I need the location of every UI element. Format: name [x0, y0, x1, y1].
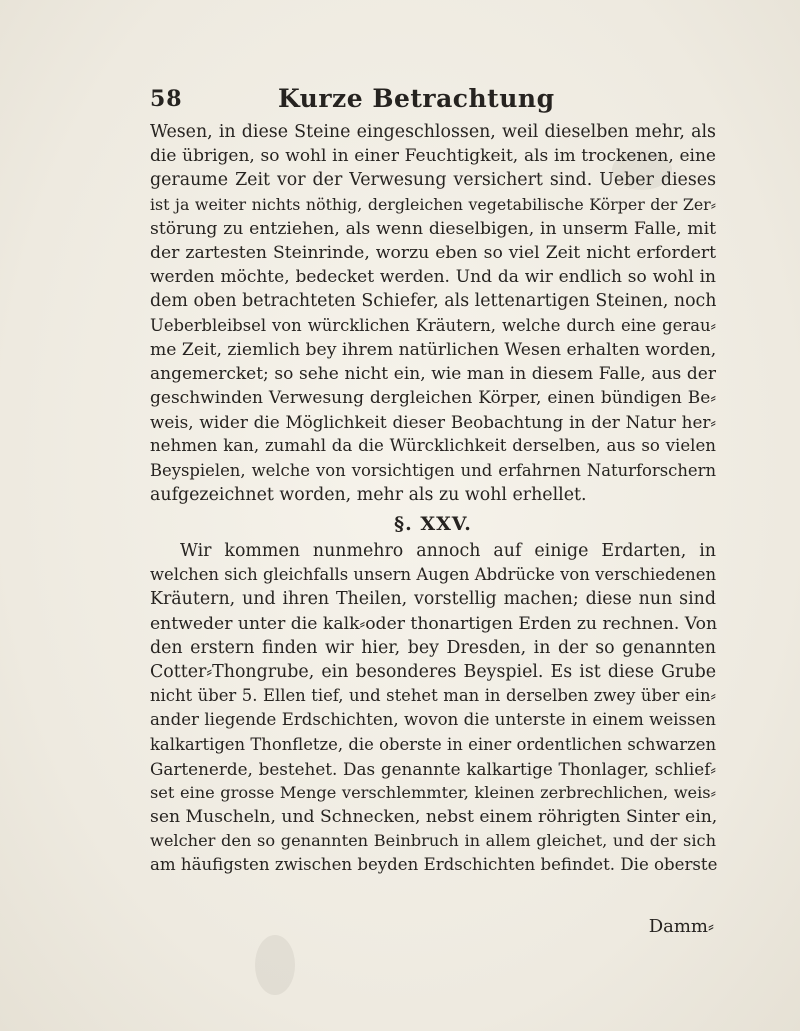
text-line: geraume Zeit vor der Verwesung versichert sind. Ueber dieses	[150, 170, 716, 191]
text-line: Ueberbleibsel von würcklichen Kräutern, welche durch eine gerau⸗	[150, 315, 716, 335]
text-line: der zartesten Steinrinde, worzu eben so viel Zeit nicht erfordert	[150, 242, 716, 263]
text-line: werden möchte, bedecket werden. Und da wir endlich so wohl in	[150, 267, 716, 288]
text-line: Wesen, in diese Steine eingeschlossen, weil dieselben mehr, als	[150, 122, 716, 142]
section-heading: §. XXV.	[394, 513, 472, 535]
text-line: welcher den so genannten Beinbruch in allem gleichet, und der sich	[150, 831, 716, 851]
text-line: störung zu entziehen, als wenn dieselbigen, in unserm Falle, mit	[150, 218, 716, 239]
text-line: sen Muscheln, und Schnecken, nebst einem röhrigten Sinter ein,	[150, 807, 718, 828]
text-line: die übrigen, so wohl in einer Feuchtigkeit, als im trockenen, eine	[150, 146, 716, 167]
text-line: angemercket; so sehe nicht ein, wie man in diesem Falle, aus der	[150, 363, 716, 384]
text-line: geschwinden Verwesung dergleichen Körper, einen bündigen Be⸗	[150, 388, 716, 409]
catchword: Damm⸗	[648, 916, 714, 937]
text-line: me Zeit, ziemlich bey ihrem natürlichen Wesen erhalten worden,	[150, 339, 717, 360]
text-line: entweder unter die kalk⸗oder thonartigen Erden zu rechnen. Von	[150, 613, 718, 634]
text-line: am häufigsten zwischen beyden Erdschichten befindet. Die oberste	[150, 855, 718, 875]
text-line: Wir kommen nunmehro annoch auf einige Erdarten, in	[180, 541, 716, 561]
text-line: nicht über 5. Ellen tief, und stehet man in derselben zwey über ein⸗	[150, 686, 716, 706]
paragraph-1	[150, 120, 716, 507]
text-line: ist ja weiter nichts nöthig, dergleichen vegetabilische Körper der Zer⸗	[150, 194, 716, 214]
text-line: welchen sich gleichfalls unsern Augen Abdrücke von verschiedenen	[150, 565, 716, 585]
running-head: Kurze Betrachtung	[278, 84, 555, 113]
text-line: dem oben betrachteten Schiefer, als lettenartigen Steinen, noch	[150, 291, 717, 312]
text-line: weis, wider die Möglichkeit dieser Beobachtung in der Natur her⸗	[150, 412, 716, 433]
text-line: ander liegende Erdschichten, wovon die unterste in einem weissen	[150, 710, 716, 730]
text-line: kalkartigen Thonfletze, die oberste in einer ordentlichen schwarzen	[150, 734, 716, 754]
text-line: Gartenerde, bestehet. Das genannte kalkartige Thonlager, schlief⸗	[150, 758, 716, 779]
body-text	[150, 120, 716, 878]
text-line: Cotter⸗Thongrube, ein besonderes Beyspiel. Es ist diese Grube	[150, 661, 716, 682]
text-line: Beyspielen, welche von vorsichtigen und erfahrnen Naturforschern	[150, 460, 716, 480]
paragraph-2	[150, 539, 716, 878]
text-line: aufgezeichnet worden, mehr als zu wohl erhellet.	[150, 484, 587, 505]
page-number: 58	[150, 86, 183, 112]
text-line: den erstern finden wir hier, bey Dresden, in der so genannten	[150, 637, 716, 658]
text-line: nehmen kan, zumahl da die Würcklichkeit derselben, aus so vielen	[150, 436, 716, 456]
page-header	[150, 86, 710, 116]
text-line: set eine grosse Menge verschlemmter, kleinen zerbrechlichen, weis⸗	[150, 782, 716, 802]
paper-stain	[255, 935, 295, 995]
text-line: Kräutern, und ihren Theilen, vorstellig machen; diese nun sind	[150, 589, 716, 610]
